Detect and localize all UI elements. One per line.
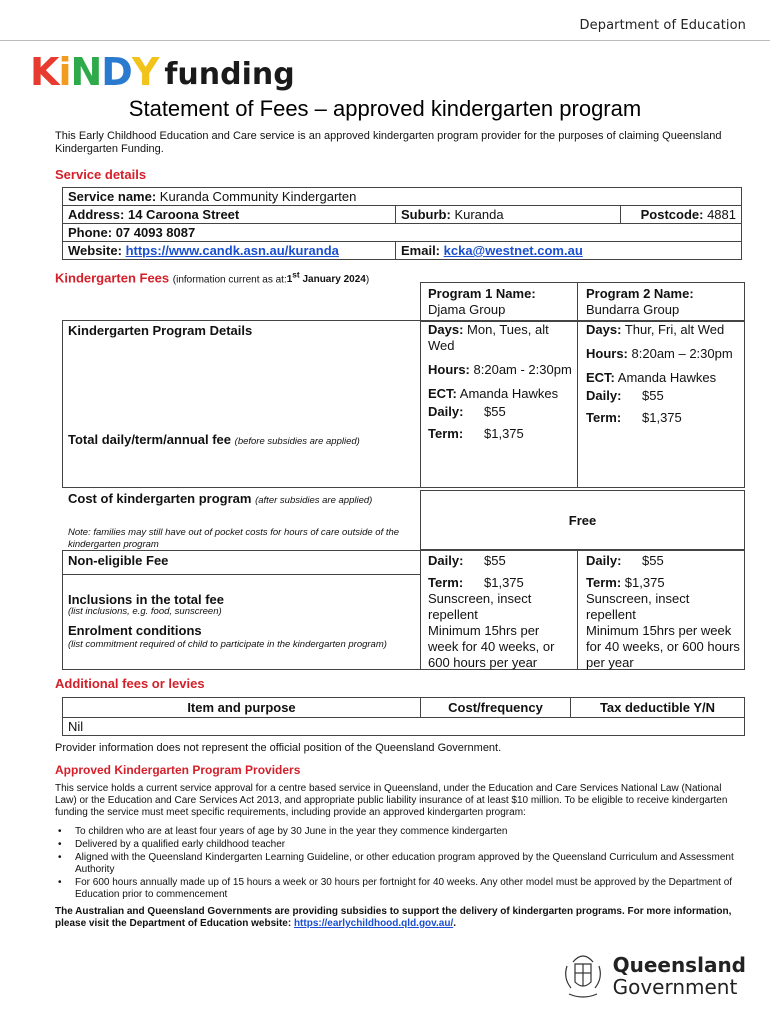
fees-info-date: (information current as at:1st January 2024) [172, 270, 370, 286]
inclusions-note: (list inclusions, e.g. food, sunscreen) [68, 606, 222, 617]
qld-line1: Queensland [612, 953, 746, 977]
list-item: • Delivered by a qualified early childhood teacher [75, 839, 735, 851]
program-2-daily: $55 [642, 388, 664, 403]
postcode-value: 4881 [707, 207, 736, 222]
suburb-cell: Suburb: Kuranda [396, 206, 621, 224]
website-cell: Website: https://www.candk.asn.au/kuranda [63, 242, 396, 260]
total-fee-label: Total daily/term/annual fee (before subsidies are applied) [68, 432, 360, 447]
page-title: Statement of Fees – approved kindergarten program [128, 96, 642, 121]
col-tax-deductible: Tax deductible Y/N [571, 698, 745, 718]
enrolment-note: (list commitment required of child to participate in the kindergarten program) [68, 639, 387, 650]
program-1-days: Mon, Tues, alt Wed [428, 322, 549, 353]
program-1-daily: $55 [484, 404, 506, 419]
logo-letter-i: i [58, 50, 71, 94]
additional-fees-heading: Additional fees or levies [55, 676, 205, 691]
logo-word: funding [164, 56, 295, 92]
col-item-purpose: Item and purpose [63, 698, 421, 718]
service-details-table [62, 187, 742, 260]
divider [577, 282, 578, 322]
fees-heading: Kindergarten Fees [55, 270, 170, 286]
program-1-ne-term: $1,375 [484, 575, 524, 590]
program-2-details: Days: Thur, Fri, alt Wed Hours: 8:20am – 2:30pm ECT: Amanda Hawkes Daily: $55 Term: $1,375 [586, 322, 733, 425]
list-item: • To children who are at least four years of age by 30 June in the year they commence kindergarten [75, 826, 735, 838]
list-item: • Aligned with the Queensland Kindergarten Learning Guideline, or other education program approved by the Queensland Curriculum and Assessment Authority [75, 852, 735, 876]
divider [62, 574, 420, 575]
closing-text: The Australian and Queensland Governments are providing subsidies to support the delivery of kindergarten programs. For more information, please visit the Department of Education website: https://earlychildhood.qld.gov.au/. [55, 906, 732, 929]
service-details-heading: Service details [55, 167, 147, 182]
program-1-hours: 8:20am - 2:30pm [473, 362, 572, 377]
program-1-inclusions: Sunscreen, insect repellent [428, 591, 532, 622]
email-cell: Email: kcka@westnet.com.au [396, 242, 742, 260]
intro-text: This Early Childhood Education and Care service is an approved kindergarten program provider for the purposes of claiming Queensland Kindergarten Funding. [55, 130, 722, 155]
program-1-ne-daily: $55 [484, 553, 506, 568]
service-name-cell: Service name: Kuranda Community Kindergarten [63, 188, 742, 206]
program-details-label: Kindergarten Program Details [68, 323, 253, 338]
inclusions-label: Inclusions in the total fee [68, 592, 225, 607]
divider [577, 550, 578, 670]
service-name: Kuranda Community Kindergarten [159, 189, 357, 204]
logo-letter-y: Y [131, 50, 159, 94]
cost-label: Cost of kindergarten program (after subsidies are applied) [68, 491, 373, 506]
disclaimer: Provider information does not represent the official position of the Queensland Government. [55, 742, 502, 754]
program-2-hours: 8:20am – 2:30pm [631, 346, 733, 361]
program-2-days: Thur, Fri, alt Wed [624, 322, 725, 337]
cost-note: Note: families may still have out of pocket costs for hours of care outside of the kindergarten program [68, 527, 400, 550]
logo-letter-k: K [30, 50, 59, 94]
address-value: 14 Caroona Street [127, 207, 240, 222]
fees-heading-line [55, 270, 369, 285]
divider [420, 550, 421, 670]
program-1-details: Days: Mon, Tues, alt Wed Hours: 8:20am - 2:30pm ECT: Amanda Hawkes Daily: $55 Term: $1,375 [428, 322, 572, 441]
providers-body: This service holds a current service approval for a centre based service in Queensland, under the Education and Care Services National Law (National Law) or the Education and Care Services Act 2013, and appropriate public liability insurance of at least $10 million. To be eligible to receive kindergarten funding the service must meet specific requirements, including provide an approved kindergarten program: [55, 783, 728, 818]
program-2-inclusions: Sunscreen, insect repellent [586, 591, 690, 622]
program-1-ect: Amanda Hawkes [459, 386, 559, 401]
website-link[interactable]: https://www.candk.asn.au/kuranda [125, 243, 339, 258]
providers-bullets [75, 826, 735, 902]
phone-value: 07 4093 8087 [115, 225, 196, 240]
email-link[interactable]: kcka@westnet.com.au [443, 243, 583, 258]
header-divider [0, 40, 770, 41]
queensland-government-logo [559, 948, 746, 1004]
providers-heading: Approved Kindergarten Program Providers [55, 763, 301, 777]
program-2-ne-term: $1,375 [624, 575, 665, 590]
logo-letter-d: D [101, 50, 132, 94]
program-2-ne-daily: $55 [642, 553, 664, 568]
program-2-name: Program 2 Name: Bundarra Group [586, 286, 694, 317]
additional-fees-row: Nil [63, 718, 745, 736]
noneligible-label: Non-eligible Fee [68, 553, 169, 568]
program-1-lower: Daily: $55 Term: $1,375 Sunscreen, insect repellent Minimum 15hrs per week for 40 weeks, or 600 hours per year [428, 553, 573, 671]
divider [420, 320, 421, 488]
department-name: Department of Education [579, 18, 746, 33]
additional-fees-table [62, 697, 745, 736]
earlychildhood-link[interactable]: https://earlychildhood.qld.gov.au/ [293, 918, 454, 929]
list-item: • For 600 hours annually made up of 15 hours a week or 30 hours per fortnight for 40 weeks. Any other model must be approved by the Department of Education prior to commencement [75, 877, 735, 901]
program-2-lower: Daily: $55 Term: $1,375 Sunscreen, insect repellent Minimum 15hrs per week for 40 weeks, or 600 hours per year [586, 553, 740, 670]
program-2-enrolment: Minimum 15hrs per week for 40 weeks, or 600 hours per year [586, 623, 740, 670]
postcode-cell: Postcode: 4881 [621, 206, 742, 224]
suburb-value: Kuranda [454, 207, 504, 222]
address-cell: Address: 14 Caroona Street [63, 206, 396, 224]
program-2-ect: Amanda Hawkes [617, 370, 717, 385]
divider [577, 320, 578, 488]
logo-letter-n: N [70, 50, 102, 94]
col-cost-frequency: Cost/frequency [421, 698, 571, 718]
kindy-funding-logo [30, 52, 295, 92]
phone-cell: Phone: 07 4093 8087 [63, 224, 742, 242]
program-1-term: $1,375 [484, 426, 524, 441]
program-1-enrolment: Minimum 15hrs per week for 40 weeks, or 600 hours per year [428, 623, 555, 670]
enrolment-label: Enrolment conditions [68, 623, 202, 638]
program-1-name: Program 1 Name: Djama Group [428, 286, 536, 317]
coat-of-arms-icon [559, 948, 607, 1004]
qld-line2: Government [612, 975, 738, 999]
program-2-term: $1,375 [642, 410, 682, 425]
cost-value: Free [568, 513, 597, 528]
